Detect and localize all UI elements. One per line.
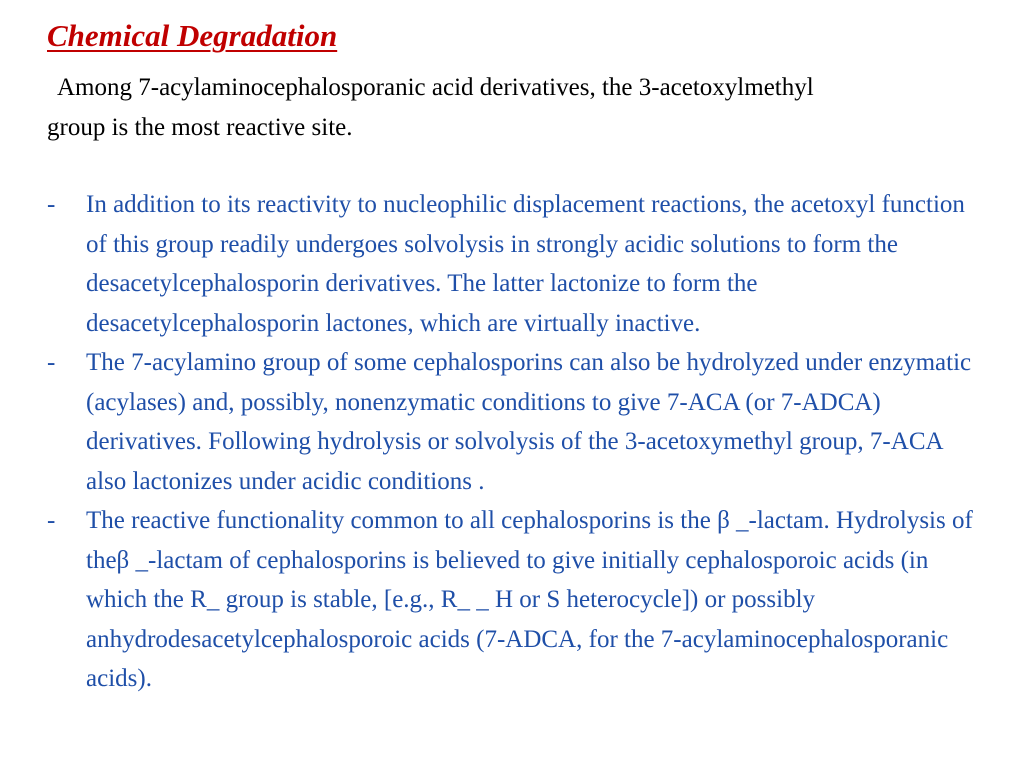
bullet-text: The reactive functionality common to all cephalosporins is the β _-lactam. Hydrolysis of theβ _-lactam of cephalosporins is believed to give initially cephalosporoic acids (in which the R_ group is stable, [e.g., R_ _ H or S heterocycle]) or possibly anhydrodesacetylcephalosporoic acids (7-ADCA, for the 7-acylaminocephalosporanic acids). bbox=[86, 507, 973, 692]
bullet-item-2 bbox=[47, 343, 987, 501]
bullet-list bbox=[47, 185, 987, 699]
page-title: Chemical Degradation bbox=[47, 18, 338, 53]
bullet-dash: - bbox=[47, 191, 56, 218]
bullet-text: The 7-acylamino group of some cephalosporins can also be hydrolyzed under enzymatic (acylases) and, possibly, nonenzymatic conditions to give 7-ACA (or 7-ADCA) derivatives. Following hydrolysis or solvolysis of the 3-acetoxymethyl group, 7-ACA also lactonizes under acidic conditions . bbox=[86, 349, 972, 495]
bullet-dash: - bbox=[47, 507, 56, 534]
bullet-text: In addition to its reactivity to nucleophilic displacement reactions, the acetoxyl function of this group readily undergoes solvolysis in strongly acidic solutions to form the desacetylcephalosporin derivatives. The latter lactonize to form the desacetylcephalosporin lactones, which are virtually inactive. bbox=[86, 191, 965, 337]
intro-line-2: group is the most reactive site. bbox=[47, 113, 353, 141]
intro-line-1: Among 7-acylaminocephalosporanic acid derivatives, the 3-acetoxylmethyl bbox=[57, 74, 814, 101]
bullet-item-3 bbox=[47, 501, 987, 699]
intro-paragraph bbox=[47, 68, 977, 147]
bullet-dash: - bbox=[47, 349, 56, 376]
bullet-item-1 bbox=[47, 185, 987, 343]
